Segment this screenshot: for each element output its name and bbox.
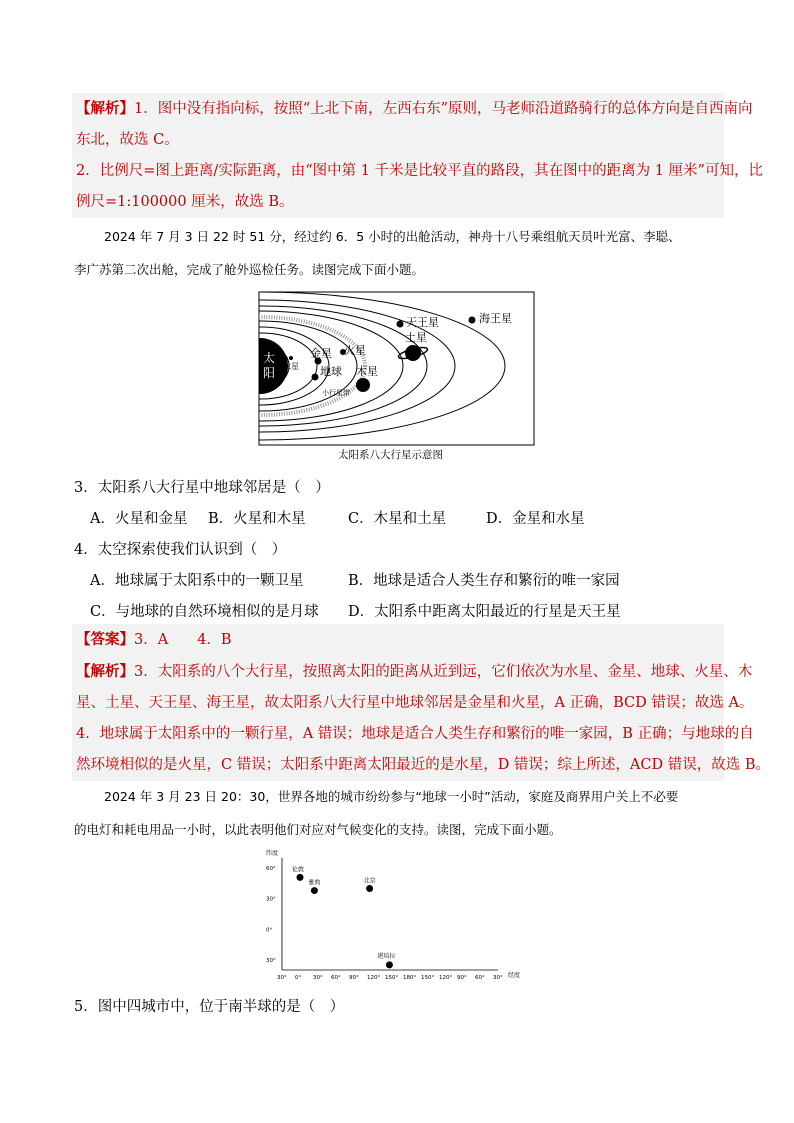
city-label: 北京 xyxy=(363,877,376,885)
question-4-stem: 4．太空探索使我们认识到（ ） xyxy=(74,542,287,558)
saturn-label: 土星 xyxy=(405,331,427,344)
venus-label: 金星 xyxy=(310,347,332,360)
question-3-option-c[interactable]: C．木星和土星 xyxy=(348,511,447,527)
mars-label: 火星 xyxy=(344,344,366,357)
x-tick-label: 180° xyxy=(403,975,417,981)
intro-paragraph-1 xyxy=(74,220,722,286)
question-3-stem: 3．太阳系八大行星中地球邻居是（ ） xyxy=(74,480,330,496)
y-tick-label: 30° xyxy=(266,896,276,903)
x-tick-label: 90° xyxy=(349,975,359,981)
uranus-label: 天王星 xyxy=(406,316,439,329)
saturn-dot xyxy=(405,345,421,361)
question-4-option-c[interactable]: C．与地球的自然环境相似的是月球 xyxy=(90,604,319,620)
question-4-option-a[interactable]: A．地球属于太阳系中的一颗卫星 xyxy=(90,573,304,589)
x-axis-label: 经度 xyxy=(508,972,521,979)
city-point xyxy=(311,887,318,894)
mercury-label: 水星 xyxy=(283,362,299,371)
solar-system-diagram xyxy=(258,291,536,446)
analysis-line: 4．地球属于太阳系中的一颗行星，A 错误；地球是适合人类生存和繁衍的唯一家园，B 正确；与地球的自 xyxy=(76,726,754,742)
jupiter-dot xyxy=(356,378,370,392)
city-scatter-plot xyxy=(262,846,534,984)
question-3-option-b[interactable]: B．火星和木星 xyxy=(208,511,306,527)
earth-label: 地球 xyxy=(320,365,342,378)
answer-tag: 【答案】 xyxy=(76,631,134,648)
uranus-dot xyxy=(397,321,404,328)
x-tick-label: 30° xyxy=(493,975,503,981)
x-tick-label: 120° xyxy=(367,975,381,981)
neptune-label: 海王星 xyxy=(479,312,512,325)
sun-label: 阳 xyxy=(263,366,276,380)
x-tick-label: 120° xyxy=(439,975,453,981)
analysis-line: 1．图中没有指向标，按照“上北下南，左西右东”原则，马老师沿道路骑行的总体方向是自西南向 xyxy=(134,101,753,117)
question-3-option-d[interactable]: D．金星和水星 xyxy=(486,511,585,527)
city-label: 伦敦 xyxy=(292,866,305,874)
intro-paragraph-2 xyxy=(74,780,722,846)
city-label: 堪培拉 xyxy=(377,952,396,960)
sun-label: 太 xyxy=(263,351,276,365)
city-point xyxy=(297,874,304,881)
y-axis-label: 纬度 xyxy=(266,850,279,857)
x-tick-label: 150° xyxy=(385,975,399,981)
analysis-line: 例尺=1:100000 厘米，故选 B。 xyxy=(76,194,294,210)
question-4-option-b[interactable]: B．地球是适合人类生存和繁衍的唯一家园 xyxy=(348,573,620,589)
x-tick-label: 0° xyxy=(295,975,302,981)
city-label: 雅典 xyxy=(308,879,321,887)
analysis-block-1 xyxy=(72,93,763,218)
y-tick-label: 0° xyxy=(266,927,273,934)
x-tick-label: 60° xyxy=(475,975,485,981)
analysis-line: 然环境相似的是火星，C 错误；太阳系中距离太阳最近的是水星，D 错误；综上所述，ACD 错误，故选 B。 xyxy=(76,757,770,773)
analysis-line: 星、土星、天王星、海王星，故太阳系八大行星中地球邻居是金星和火星，A 正确，BCD 错误；故选 A。 xyxy=(76,695,754,711)
jupiter-label: 木星 xyxy=(356,365,378,378)
x-tick-label: 90° xyxy=(457,975,467,981)
question-5-stem: 5．图中四城市中，位于南半球的是（ ） xyxy=(74,999,345,1015)
city-point xyxy=(386,961,393,968)
mercury-dot xyxy=(289,356,293,360)
neptune-dot xyxy=(469,317,476,324)
city-location-chart xyxy=(262,846,534,984)
asteroid-belt-label: 小行星带 xyxy=(322,389,350,397)
x-tick-label: 150° xyxy=(421,975,435,981)
city-point xyxy=(366,885,373,892)
analysis-line: 东北，故选 C。 xyxy=(76,132,179,148)
x-tick-label: 30° xyxy=(313,975,323,981)
earth-dot xyxy=(312,374,319,381)
intro-line: 李广苏第二次出舱，完成了舱外巡检任务。读图完成下面小题。 xyxy=(74,262,425,277)
analysis-block-2 xyxy=(72,624,770,781)
analysis-line: 3．太阳系的八个大行星，按照离太阳的距离从近到远，它们依次为水星、金星、地球、火星、木 xyxy=(134,664,753,680)
question-4-option-d[interactable]: D．太阳系中距离太阳最近的行星是天王星 xyxy=(348,604,621,620)
x-tick-label: 30° xyxy=(277,975,287,981)
y-tick-label: 60° xyxy=(266,866,276,873)
analysis-tag: 【解析】 xyxy=(76,100,134,117)
analysis-tag: 【解析】 xyxy=(76,663,134,680)
intro-line: 2024 年 3 月 23 日 20：30，世界各地的城市纷纷参与“地球一小时”活动，家庭及商界用户关上不必要 xyxy=(104,789,679,804)
solar-system-figure xyxy=(258,291,536,446)
figure-caption: 太阳系八大行星示意图 xyxy=(338,449,443,461)
intro-line: 2024 年 7 月 3 日 22 时 51 分，经过约 6．5 小时的出舱活动，神舟十八号乘组航天员叶光富、李聪、 xyxy=(104,229,681,244)
answer-text: 3．A 4．B xyxy=(134,632,232,648)
intro-line: 的电灯和耗电用品一小时，以此表明他们对应对气候变化的支持。读图，完成下面小题。 xyxy=(74,822,562,837)
x-tick-label: 60° xyxy=(331,975,341,981)
question-3-option-a[interactable]: A．火星和金星 xyxy=(90,511,188,527)
y-tick-label: 30° xyxy=(266,957,276,964)
analysis-line: 2．比例尺=图上距离/实际距离，由“图中第 1 千米是比较平直的路段，其在图中的距离为 1 厘米”可知，比 xyxy=(76,163,763,179)
